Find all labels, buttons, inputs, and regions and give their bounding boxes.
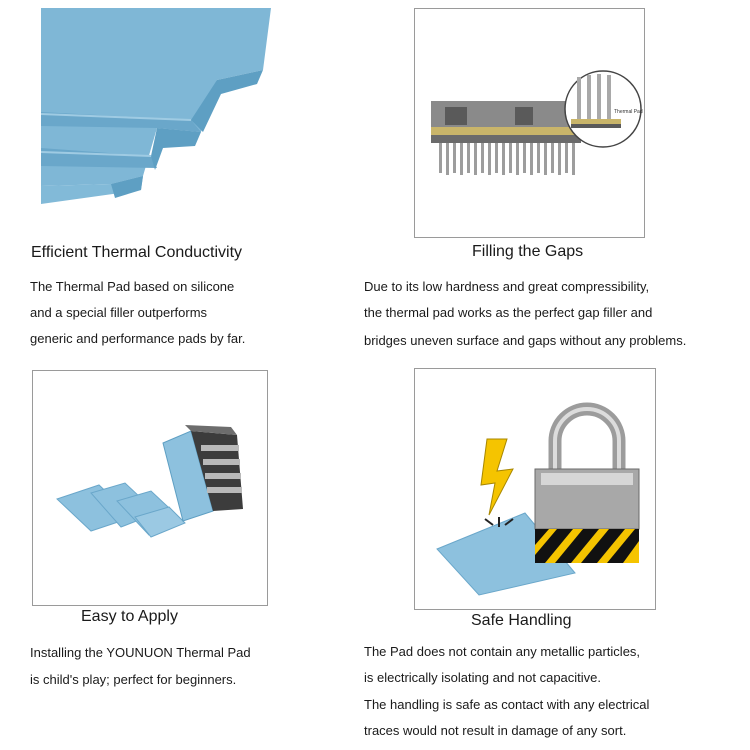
feature-text-line: and a special filler outperforms	[30, 305, 208, 320]
feature-text-line: generic and performance pads by far.	[30, 331, 246, 346]
feature-text-line: The Pad does not contain any metallic particles,	[364, 644, 641, 659]
image-stacked-pads	[41, 8, 271, 234]
feature-text-line: is child's play; perfect for beginners.	[30, 672, 237, 687]
image-easy-apply	[32, 370, 268, 606]
feature-text-line: Installing the YOUNUON Thermal Pad	[30, 645, 251, 660]
feature-text-line: bridges uneven surface and gaps without any problems.	[364, 333, 687, 348]
feature-text-line: Due to its low hardness and great compressibility,	[364, 279, 650, 294]
image-safe-handling	[414, 368, 656, 610]
inset-label: Thermal Pad	[614, 109, 643, 115]
feature-text-line: The Thermal Pad based on silicone	[30, 279, 235, 294]
feature-text-line: is electrically isolating and not capacitive.	[364, 670, 602, 685]
feature-title-safe-handling: Safe Handling	[471, 612, 572, 629]
feature-text-line: traces would not result in damage of any sort.	[364, 723, 627, 738]
feature-text-line: the thermal pad works as the perfect gap filler and	[364, 305, 653, 320]
feature-title-conductivity: Efficient Thermal Conductivity	[31, 244, 243, 261]
feature-title-easy-apply: Easy to Apply	[81, 608, 178, 625]
feature-text-line: The handling is safe as contact with any electrical	[364, 697, 650, 712]
image-gap-filler	[414, 8, 645, 238]
feature-title-gaps: Filling the Gaps	[472, 243, 584, 260]
